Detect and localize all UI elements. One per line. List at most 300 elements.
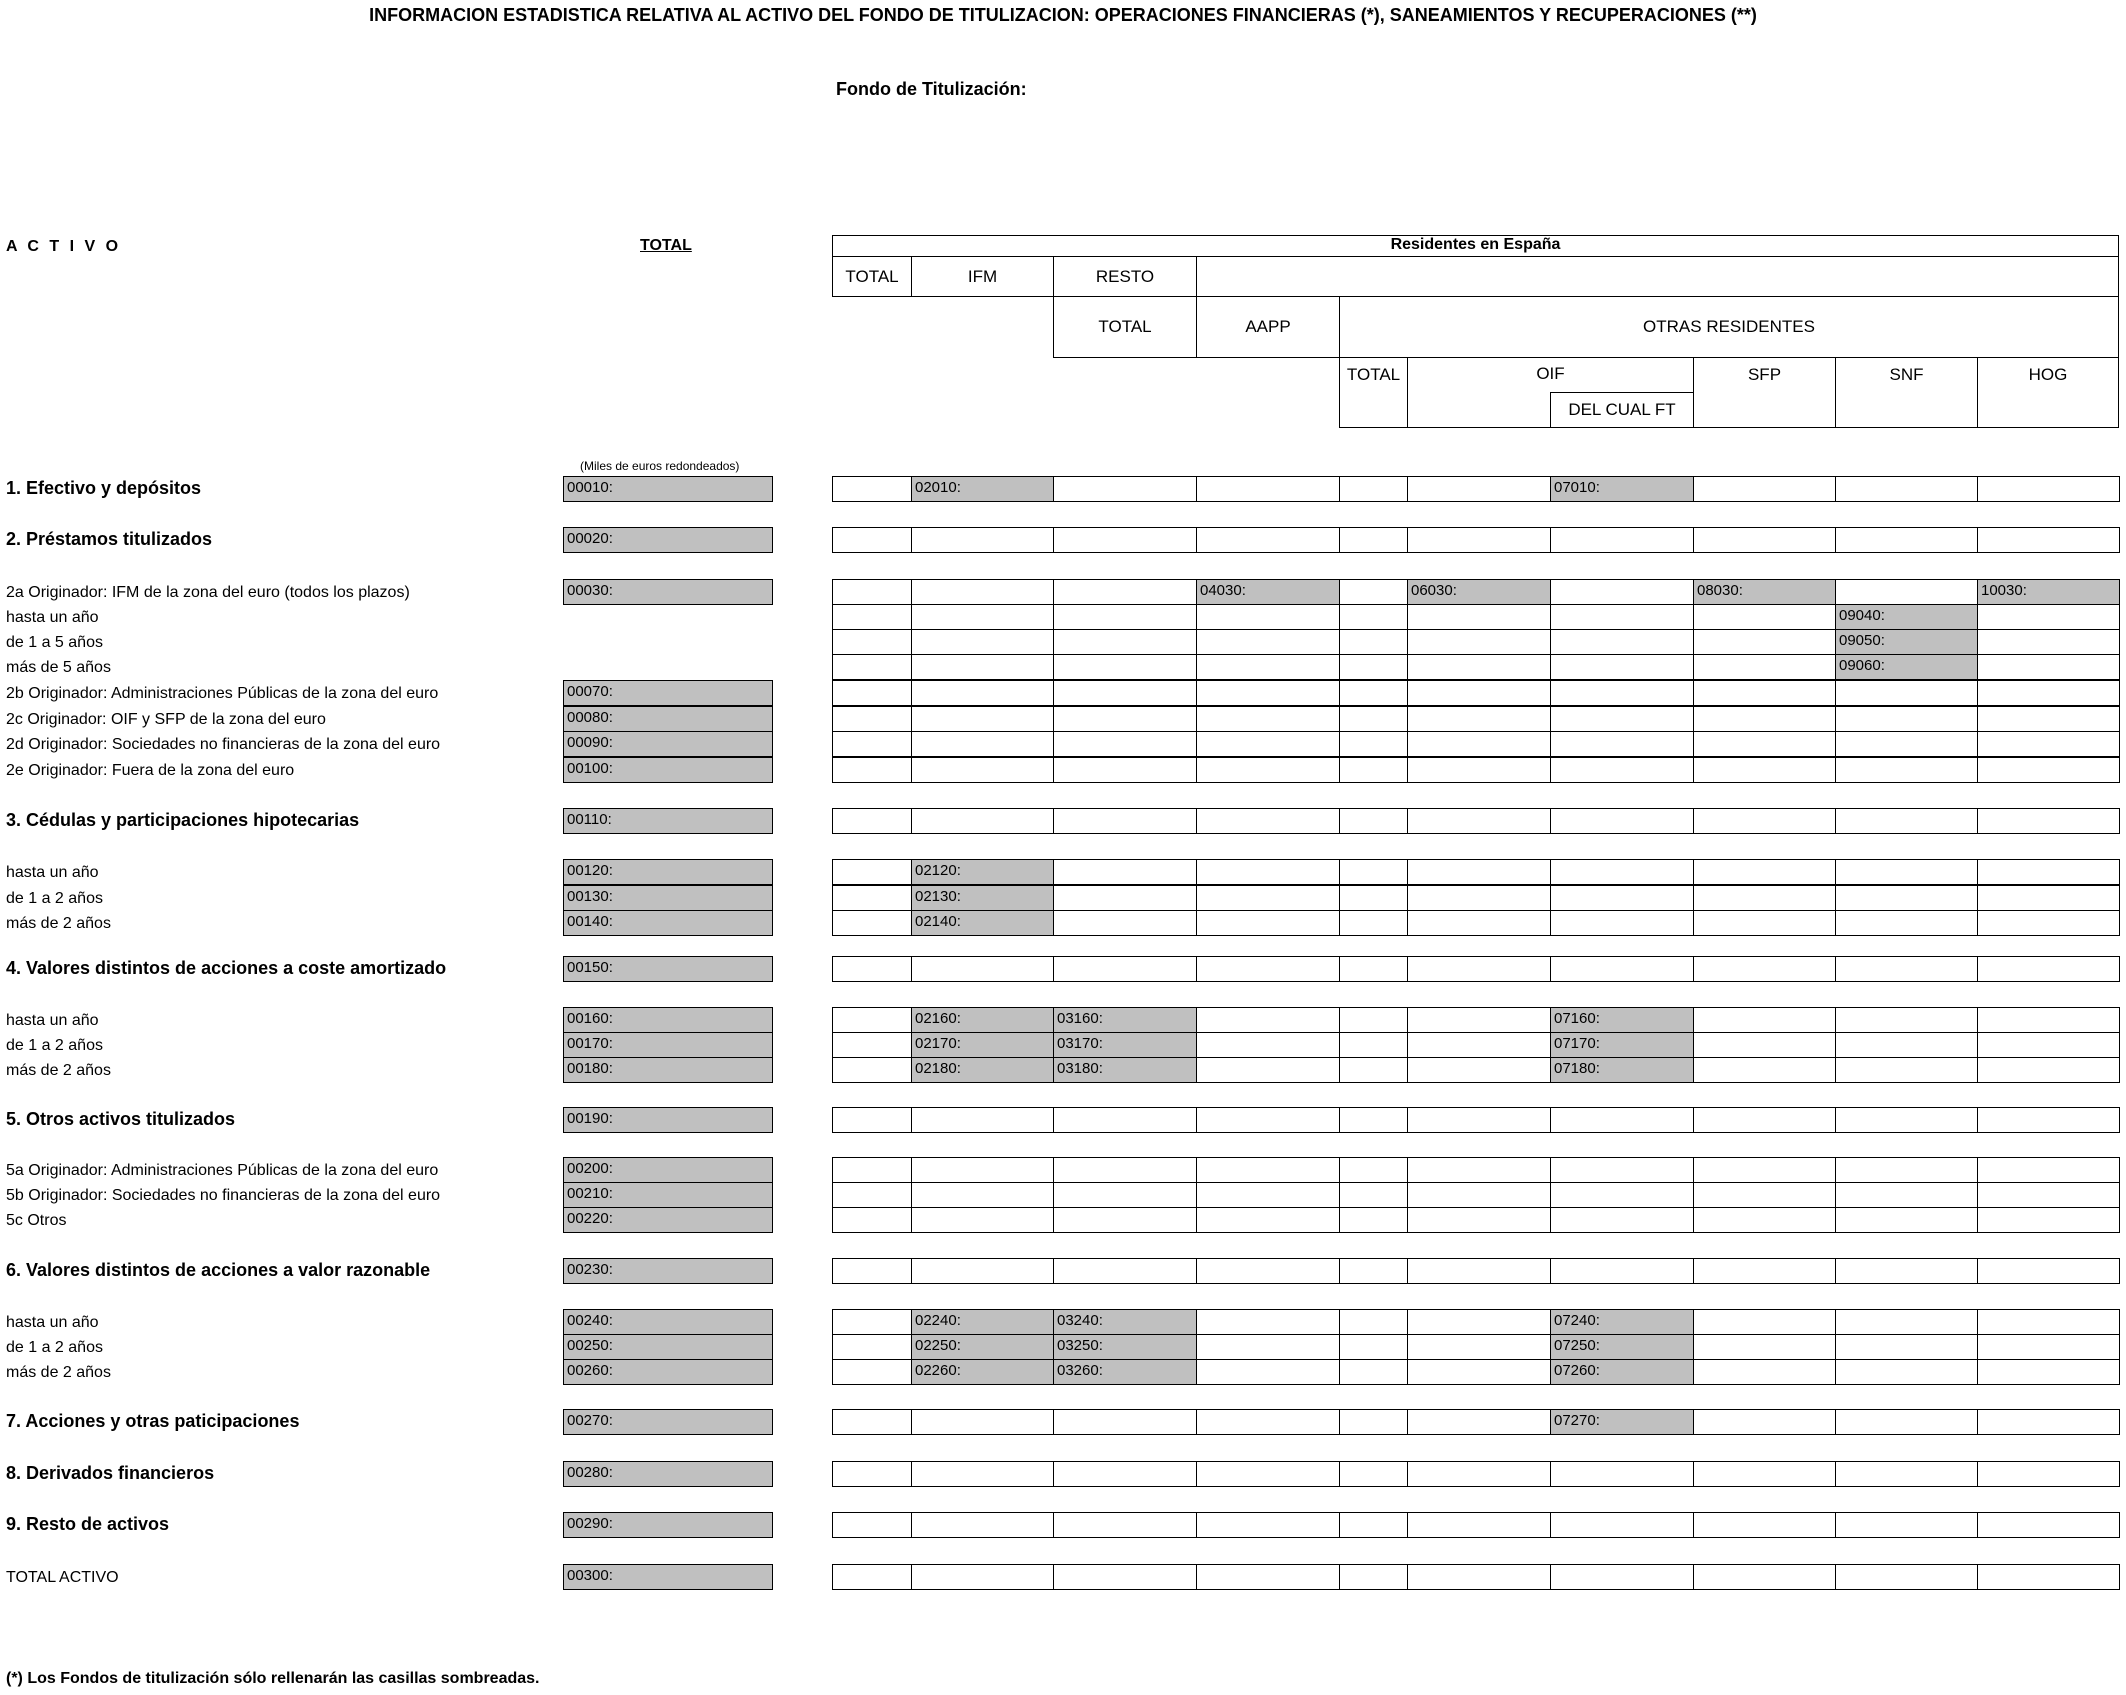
input-field[interactable]: 02170: <box>911 1032 1055 1058</box>
grid-cell <box>1835 1309 1979 1335</box>
grid-cell <box>1053 1207 1198 1233</box>
grid-cell <box>1196 1107 1341 1133</box>
input-field[interactable]: 03250: <box>1053 1334 1198 1360</box>
grid-cell <box>1977 1057 2120 1083</box>
input-field[interactable]: 07180: <box>1550 1057 1695 1083</box>
row-label: 4. Valores distintos de acciones a coste amortizado <box>6 958 447 978</box>
grid-cell <box>1835 1258 1979 1284</box>
grid-cell <box>1977 885 2120 911</box>
grid-cell <box>1550 1461 1695 1487</box>
grid-cell <box>1835 706 1979 732</box>
grid-cell <box>1835 859 1979 885</box>
input-field[interactable]: 02120: <box>911 859 1055 885</box>
grid-cell <box>1407 885 1552 911</box>
grid-cell <box>1196 731 1341 757</box>
grid-cell <box>832 1182 913 1208</box>
grid-cell <box>911 956 1055 982</box>
grid-cell <box>1693 1309 1837 1335</box>
input-field[interactable]: 03170: <box>1053 1032 1198 1058</box>
input-field[interactable]: 02160: <box>911 1007 1055 1033</box>
total-field[interactable]: 00140: <box>563 910 773 936</box>
row-label: hasta un año <box>6 1012 99 1029</box>
grid-cell <box>1693 885 1837 911</box>
input-field[interactable]: 02180: <box>911 1057 1055 1083</box>
grid-cell <box>1977 1309 2120 1335</box>
row-label: 5. Otros activos titulizados <box>6 1109 236 1129</box>
grid-cell <box>1835 1057 1979 1083</box>
grid-cell <box>1693 731 1837 757</box>
grid-cell <box>1977 527 2120 553</box>
grid-cell <box>832 1258 913 1284</box>
row-label: hasta un año <box>6 1314 99 1331</box>
grid-cell <box>1339 808 1409 834</box>
header-hog: HOG <box>2028 365 2068 384</box>
grid-cell <box>1693 1207 1837 1233</box>
grid-cell <box>1407 1157 1552 1183</box>
input-field[interactable]: 02130: <box>911 885 1055 911</box>
grid-cell <box>1835 1334 1979 1360</box>
grid-cell <box>1977 1359 2120 1385</box>
grid-cell <box>911 1564 1055 1590</box>
grid-cell <box>1339 731 1409 757</box>
total-field[interactable]: 00020: <box>563 527 773 553</box>
input-field[interactable]: 03180: <box>1053 1057 1198 1083</box>
input-field[interactable]: 07260: <box>1550 1359 1695 1385</box>
row-label: 7. Acciones y otras paticipaciones <box>6 1411 300 1431</box>
input-field[interactable]: 07160: <box>1550 1007 1695 1033</box>
grid-cell <box>1977 1461 2120 1487</box>
grid-cell <box>1053 629 1198 655</box>
grid-cell <box>1339 885 1409 911</box>
grid-cell <box>1693 1007 1837 1033</box>
total-field[interactable]: 00160: <box>563 1007 773 1033</box>
grid-cell <box>1977 1258 2120 1284</box>
grid-cell <box>1977 808 2120 834</box>
grid-cell <box>1835 956 1979 982</box>
row-label: 3. Cédulas y participaciones hipotecarias <box>6 810 360 830</box>
row-label: de 1 a 2 años <box>6 1037 103 1054</box>
grid-cell <box>1407 1207 1552 1233</box>
header-sfp: SFP <box>1747 365 1782 384</box>
grid-cell <box>832 1057 913 1083</box>
grid-cell <box>1196 476 1341 502</box>
grid-cell <box>1053 808 1198 834</box>
grid-cell <box>1977 1182 2120 1208</box>
grid-cell <box>1977 731 2120 757</box>
grid-cell <box>1196 859 1341 885</box>
grid-cell <box>1550 808 1695 834</box>
input-field[interactable]: 04030: <box>1196 579 1341 605</box>
grid-cell <box>1977 757 2120 783</box>
total-field[interactable]: 00300: <box>563 1564 773 1590</box>
total-field[interactable]: 00170: <box>563 1032 773 1058</box>
fondo-label: Fondo de Titulización: <box>836 79 1027 99</box>
grid-cell <box>1407 1309 1552 1335</box>
grid-cell <box>1053 706 1198 732</box>
grid-cell <box>1693 1334 1837 1360</box>
grid-cell <box>1550 956 1695 982</box>
grid-cell <box>1550 731 1695 757</box>
grid-cell <box>1693 629 1837 655</box>
grid-cell <box>1550 1207 1695 1233</box>
grid-cell <box>1835 1512 1979 1538</box>
grid-cell <box>1407 1359 1552 1385</box>
grid-cell <box>832 1007 913 1033</box>
grid-cell <box>1835 1359 1979 1385</box>
grid-cell <box>1407 706 1552 732</box>
grid-cell <box>832 1512 913 1538</box>
input-field[interactable]: 09040: <box>1835 604 1979 630</box>
grid-cell <box>1196 1334 1341 1360</box>
grid-cell <box>911 1157 1055 1183</box>
grid-cell <box>1339 1258 1409 1284</box>
grid-cell <box>1339 527 1409 553</box>
input-field[interactable]: 02260: <box>911 1359 1055 1385</box>
grid-cell <box>1550 706 1695 732</box>
grid-cell <box>1977 1007 2120 1033</box>
grid-cell <box>1977 1334 2120 1360</box>
total-field[interactable]: 00240: <box>563 1309 773 1335</box>
grid-cell <box>1407 859 1552 885</box>
grid-cell <box>1693 1409 1837 1435</box>
grid-cell <box>1977 654 2120 680</box>
grid-cell <box>1196 1258 1341 1284</box>
grid-cell <box>832 680 913 706</box>
grid-cell <box>911 1107 1055 1133</box>
grid-cell <box>1977 706 2120 732</box>
input-field[interactable]: 09060: <box>1835 654 1979 680</box>
grid-cell <box>1196 629 1341 655</box>
grid-cell <box>1339 1182 1409 1208</box>
grid-cell <box>1339 1512 1409 1538</box>
grid-cell <box>832 1564 913 1590</box>
grid-cell <box>1835 1182 1979 1208</box>
grid-cell <box>1693 1258 1837 1284</box>
grid-cell <box>1339 1057 1409 1083</box>
input-field[interactable]: 06030: <box>1407 579 1552 605</box>
units-note: (Miles de euros redondeados) <box>580 459 740 473</box>
grid-cell <box>1196 885 1341 911</box>
header-ifm: IFM <box>967 267 998 286</box>
grid-cell <box>1550 579 1695 605</box>
grid-cell <box>1196 1182 1341 1208</box>
row-label: 2b Originador: Administraciones Públicas de la zona del euro <box>6 685 439 702</box>
grid-cell <box>832 1032 913 1058</box>
grid-cell <box>1339 1107 1409 1133</box>
grid-cell <box>1693 1032 1837 1058</box>
input-field[interactable]: 10030: <box>1977 579 2120 605</box>
total-field[interactable]: 00150: <box>563 956 773 982</box>
header-aapp: AAPP <box>1245 317 1291 336</box>
input-field[interactable]: 02140: <box>911 910 1055 936</box>
input-field[interactable]: 08030: <box>1693 579 1837 605</box>
header-del-cual-ft: DEL CUAL FT <box>1568 400 1676 419</box>
grid-cell <box>1196 1461 1341 1487</box>
grid-cell <box>1053 1512 1198 1538</box>
input-field[interactable]: 02010: <box>911 476 1055 502</box>
grid-cell <box>1550 757 1695 783</box>
grid-cell <box>1693 1182 1837 1208</box>
grid-cell <box>1835 1207 1979 1233</box>
grid-cell <box>1693 654 1837 680</box>
row-label: de 1 a 2 años <box>6 890 103 907</box>
header-otras-total: TOTAL <box>1346 365 1401 384</box>
grid-cell <box>1196 1409 1341 1435</box>
grid-cell <box>1339 910 1409 936</box>
total-field[interactable]: 00210: <box>563 1182 773 1208</box>
grid-cell <box>911 680 1055 706</box>
grid-cell <box>1196 1057 1341 1083</box>
grid-cell <box>1053 885 1198 911</box>
row-label: hasta un año <box>6 609 99 626</box>
grid-cell <box>1053 527 1198 553</box>
grid-cell <box>1835 1032 1979 1058</box>
grid-cell <box>1339 1409 1409 1435</box>
total-field[interactable]: 00120: <box>563 859 773 885</box>
grid-cell <box>1550 885 1695 911</box>
grid-cell <box>1693 859 1837 885</box>
grid-cell <box>1693 910 1837 936</box>
row-label: 2e Originador: Fuera de la zona del euro <box>6 762 295 779</box>
input-field[interactable]: 03160: <box>1053 1007 1198 1033</box>
grid-cell <box>1339 476 1409 502</box>
grid-cell <box>911 1409 1055 1435</box>
input-field[interactable]: 09050: <box>1835 629 1979 655</box>
grid-cell <box>1835 1461 1979 1487</box>
grid-cell <box>1196 1564 1341 1590</box>
grid-cell <box>1339 1207 1409 1233</box>
row-label: más de 2 años <box>6 1062 111 1079</box>
grid-cell <box>1053 956 1198 982</box>
grid-cell <box>1053 579 1198 605</box>
grid-cell <box>1835 885 1979 911</box>
input-field[interactable]: 02250: <box>911 1334 1055 1360</box>
grid-cell <box>1407 1409 1552 1435</box>
total-field[interactable]: 00230: <box>563 1258 773 1284</box>
total-field[interactable]: 00180: <box>563 1057 773 1083</box>
grid-cell <box>832 956 913 982</box>
grid-cell <box>1053 731 1198 757</box>
grid-cell <box>1693 1564 1837 1590</box>
grid-cell <box>911 629 1055 655</box>
grid-cell <box>1339 1564 1409 1590</box>
grid-cell <box>1407 910 1552 936</box>
grid-cell <box>832 885 913 911</box>
grid-cell <box>1196 654 1341 680</box>
grid-cell <box>1196 1359 1341 1385</box>
grid-cell <box>832 1359 913 1385</box>
input-field[interactable]: 07170: <box>1550 1032 1695 1058</box>
total-field[interactable]: 00070: <box>563 680 773 706</box>
grid-cell <box>1407 1057 1552 1083</box>
grid-cell <box>1053 1461 1198 1487</box>
grid-cell <box>1053 1182 1198 1208</box>
total-header: TOTAL <box>640 237 692 254</box>
grid-cell <box>1550 859 1695 885</box>
row-label: hasta un año <box>6 864 99 881</box>
grid-cell <box>1407 527 1552 553</box>
grid-cell <box>1339 579 1409 605</box>
grid-cell <box>1693 1057 1837 1083</box>
grid-cell <box>1196 604 1341 630</box>
header-resto: RESTO <box>1095 267 1155 286</box>
grid-cell <box>1835 1409 1979 1435</box>
grid-cell <box>911 757 1055 783</box>
row-label: más de 2 años <box>6 1364 111 1381</box>
grid-cell <box>1339 1461 1409 1487</box>
row-label: 9. Resto de activos <box>6 1514 170 1534</box>
grid-cell <box>1053 1258 1198 1284</box>
total-field[interactable]: 00260: <box>563 1359 773 1385</box>
total-field[interactable]: 00100: <box>563 757 773 783</box>
grid-cell <box>1196 1032 1341 1058</box>
input-field[interactable]: 07250: <box>1550 1334 1695 1360</box>
total-field[interactable]: 00110: <box>563 808 773 834</box>
grid-cell <box>1053 1564 1198 1590</box>
row-label: TOTAL ACTIVO <box>6 1569 119 1586</box>
row-label: 1. Efectivo y depósitos <box>6 478 202 498</box>
grid-cell <box>1407 731 1552 757</box>
grid-cell <box>1550 629 1695 655</box>
input-field[interactable]: 07240: <box>1550 1309 1695 1335</box>
grid-cell <box>1339 956 1409 982</box>
grid-cell <box>1835 680 1979 706</box>
grid-cell <box>911 527 1055 553</box>
grid-cell <box>832 1334 913 1360</box>
grid-cell <box>832 1309 913 1335</box>
total-field[interactable]: 00030: <box>563 579 773 605</box>
grid-cell <box>1977 1564 2120 1590</box>
grid-cell <box>1550 527 1695 553</box>
grid-cell <box>911 579 1055 605</box>
grid-cell <box>911 706 1055 732</box>
grid-cell <box>1407 1258 1552 1284</box>
grid-cell <box>1693 956 1837 982</box>
grid-cell <box>832 654 913 680</box>
grid-cell <box>832 910 913 936</box>
grid-cell <box>832 629 913 655</box>
grid-cell <box>1693 1359 1837 1385</box>
grid-cell <box>1407 629 1552 655</box>
row-label: 2c Originador: OIF y SFP de la zona del euro <box>6 711 326 728</box>
total-field[interactable]: 00250: <box>563 1334 773 1360</box>
grid-cell <box>1693 604 1837 630</box>
grid-cell <box>1550 680 1695 706</box>
grid-cell <box>1693 476 1837 502</box>
total-field[interactable]: 00190: <box>563 1107 773 1133</box>
grid-cell <box>832 1461 913 1487</box>
grid-cell <box>1053 604 1198 630</box>
input-field[interactable]: 07010: <box>1550 476 1695 502</box>
grid-cell <box>1053 910 1198 936</box>
grid-cell <box>832 706 913 732</box>
grid-cell <box>1053 757 1198 783</box>
grid-cell <box>1977 1107 2120 1133</box>
header-resto-total: TOTAL <box>1098 317 1152 336</box>
grid-cell <box>1407 808 1552 834</box>
total-field[interactable]: 00280: <box>563 1461 773 1487</box>
grid-cell <box>832 1157 913 1183</box>
row-label: 8. Derivados financieros <box>6 1463 215 1483</box>
grid-cell <box>1339 1309 1409 1335</box>
grid-cell <box>1977 629 2120 655</box>
total-field[interactable]: 00010: <box>563 476 773 502</box>
grid-cell <box>1550 604 1695 630</box>
grid-cell <box>1977 1409 2120 1435</box>
input-field[interactable]: 02240: <box>911 1309 1055 1335</box>
grid-cell <box>1835 757 1979 783</box>
header-blank-box <box>1196 256 2119 297</box>
total-field[interactable]: 00200: <box>563 1157 773 1183</box>
grid-cell <box>832 859 913 885</box>
grid-cell <box>1053 1157 1198 1183</box>
grid-cell <box>1977 604 2120 630</box>
grid-cell <box>911 731 1055 757</box>
total-field[interactable]: 00270: <box>563 1409 773 1435</box>
grid-cell <box>1977 1157 2120 1183</box>
grid-cell <box>1835 808 1979 834</box>
grid-cell <box>832 808 913 834</box>
grid-cell <box>832 476 913 502</box>
grid-cell <box>1693 680 1837 706</box>
grid-cell <box>1977 1207 2120 1233</box>
grid-cell <box>1977 476 2120 502</box>
grid-cell <box>1835 1107 1979 1133</box>
row-label: 5b Originador: Sociedades no financieras de la zona del euro <box>6 1187 441 1204</box>
grid-cell <box>1407 654 1552 680</box>
footnote: (*) Los Fondos de titulización sólo rellenarán las casillas sombreadas. <box>6 1670 540 1687</box>
grid-cell <box>1693 706 1837 732</box>
total-field[interactable]: 00130: <box>563 885 773 911</box>
grid-cell <box>1339 1032 1409 1058</box>
total-field[interactable]: 00080: <box>563 706 773 732</box>
grid-cell <box>1196 757 1341 783</box>
grid-cell <box>1693 1157 1837 1183</box>
grid-cell <box>1053 476 1198 502</box>
grid-cell <box>911 1258 1055 1284</box>
grid-cell <box>1053 680 1198 706</box>
grid-cell <box>1196 680 1341 706</box>
grid-cell <box>1407 1564 1552 1590</box>
activo-header: A C T I V O <box>6 238 122 255</box>
grid-cell <box>1196 910 1341 936</box>
total-field[interactable]: 00090: <box>563 731 773 757</box>
grid-cell <box>1977 910 2120 936</box>
grid-cell <box>1835 910 1979 936</box>
grid-cell <box>1407 1182 1552 1208</box>
input-field[interactable]: 03260: <box>1053 1359 1198 1385</box>
row-label: 2a Originador: IFM de la zona del euro (todos los plazos) <box>6 584 410 601</box>
grid-cell <box>1339 1334 1409 1360</box>
grid-cell <box>1407 1107 1552 1133</box>
grid-cell <box>1550 1512 1695 1538</box>
grid-cell <box>1339 1157 1409 1183</box>
header-residentes: Residentes en España <box>1390 236 1561 253</box>
input-field[interactable]: 03240: <box>1053 1309 1198 1335</box>
total-field[interactable]: 00220: <box>563 1207 773 1233</box>
grid-cell <box>1196 706 1341 732</box>
grid-cell <box>1550 1157 1695 1183</box>
row-label: 5c Otros <box>6 1212 67 1229</box>
grid-cell <box>1693 1512 1837 1538</box>
grid-cell <box>832 1107 913 1133</box>
total-field[interactable]: 00290: <box>563 1512 773 1538</box>
grid-cell <box>911 808 1055 834</box>
input-field[interactable]: 07270: <box>1550 1409 1695 1435</box>
grid-cell <box>1693 1461 1837 1487</box>
grid-cell <box>1835 527 1979 553</box>
grid-cell <box>1339 680 1409 706</box>
